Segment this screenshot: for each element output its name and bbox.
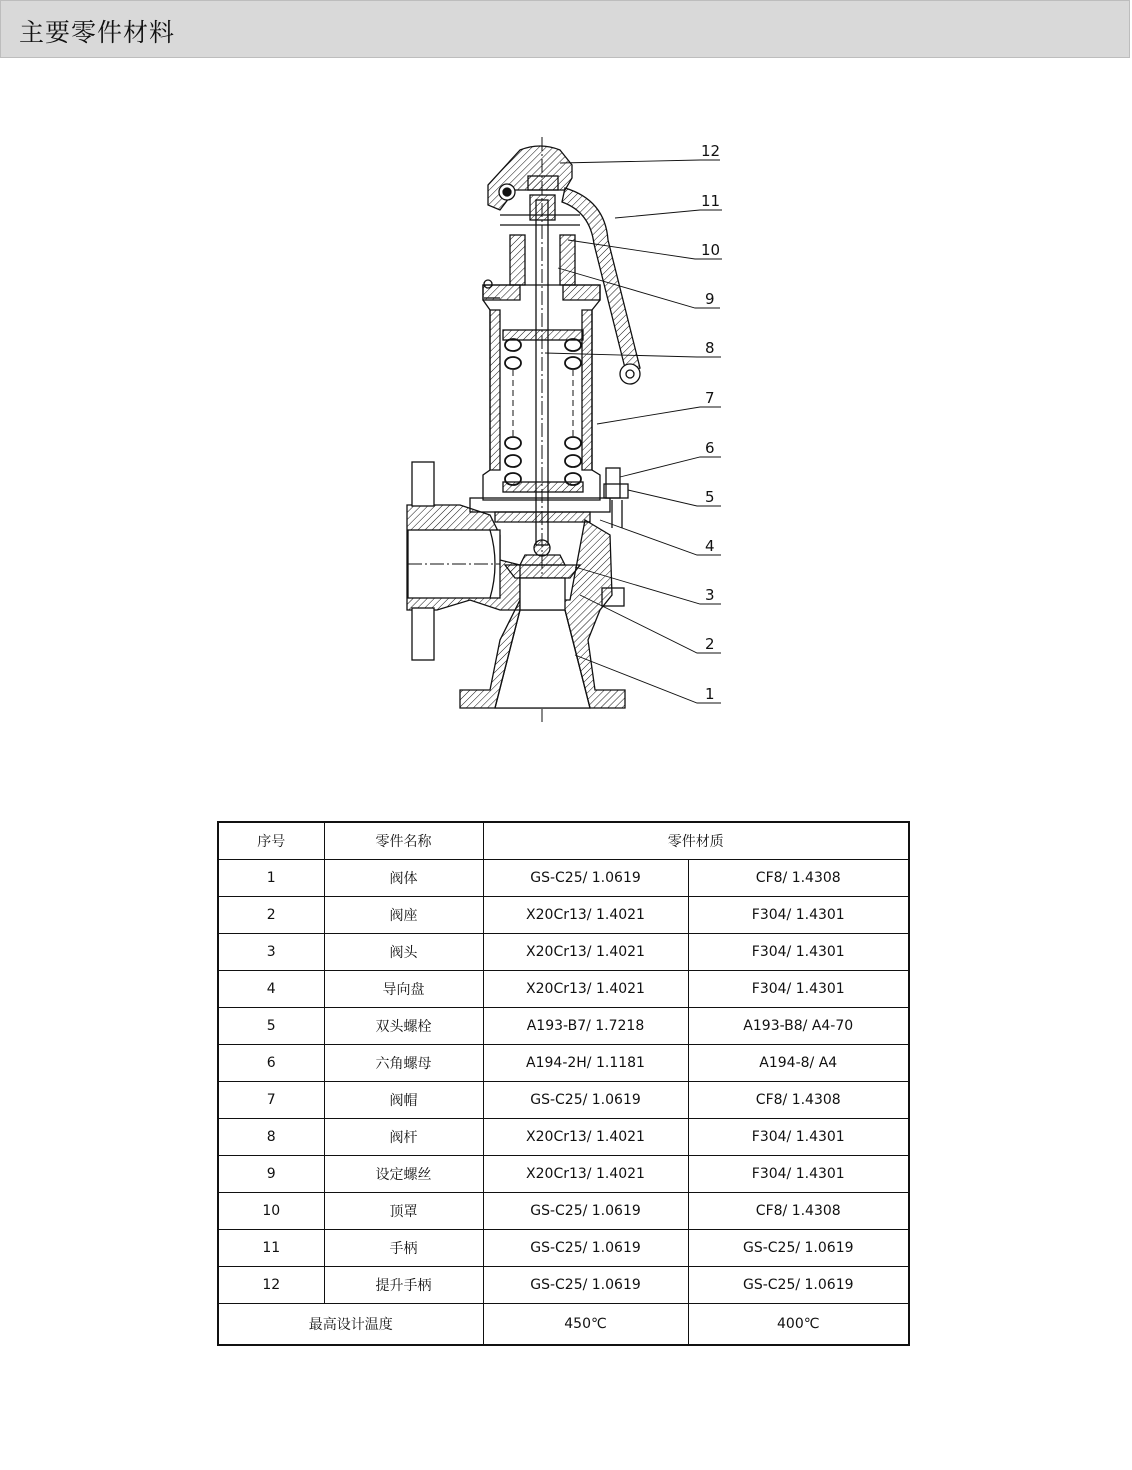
cell-name: 提升手柄 [324,1267,483,1304]
cell-no: 8 [218,1119,324,1156]
table-header-row [218,822,909,860]
cell-no: 4 [218,971,324,1008]
parts-material-table [217,821,910,1346]
cell-mat1: A194-2H/ 1.1181 [483,1045,688,1082]
callout-3: 3 [705,586,715,604]
cell-mat2: GS-C25/ 1.0619 [688,1267,909,1304]
callout-4: 4 [705,537,715,555]
cell-no: 1 [218,860,324,897]
cell-no: 9 [218,1156,324,1193]
cell-name: 六角螺母 [324,1045,483,1082]
callout-1: 1 [705,685,715,703]
cell-mat1: GS-C25/ 1.0619 [483,1267,688,1304]
callout-8: 8 [705,339,715,357]
cell-mat1: X20Cr13/ 1.4021 [483,897,688,934]
valve-section-drawing [380,130,740,730]
table-row [218,1193,909,1230]
cell-mat2: CF8/ 1.4308 [688,1193,909,1230]
cell-no: 6 [218,1045,324,1082]
cell-no: 3 [218,934,324,971]
cell-no: 11 [218,1230,324,1267]
table-row [218,971,909,1008]
cell-mat2: F304/ 1.4301 [688,897,909,934]
callout-10: 10 [701,241,721,259]
cell-mat1: X20Cr13/ 1.4021 [483,971,688,1008]
cell-no: 5 [218,1008,324,1045]
table-row [218,934,909,971]
callout-12: 12 [701,142,721,160]
cell-name: 阀体 [324,860,483,897]
footer-label: 最高设计温度 [218,1304,483,1346]
cell-mat1: GS-C25/ 1.0619 [483,1230,688,1267]
cell-name: 导向盘 [324,971,483,1008]
cell-mat2: F304/ 1.4301 [688,971,909,1008]
cell-mat2: GS-C25/ 1.0619 [688,1230,909,1267]
cell-mat2: CF8/ 1.4308 [688,860,909,897]
callout-5: 5 [705,488,715,506]
cell-name: 阀头 [324,934,483,971]
table-row [218,1156,909,1193]
cell-mat1: X20Cr13/ 1.4021 [483,934,688,971]
header-name: 零件名称 [324,822,483,860]
table-row [218,860,909,897]
cell-mat2: F304/ 1.4301 [688,934,909,971]
cell-mat1: X20Cr13/ 1.4021 [483,1156,688,1193]
table-row [218,1082,909,1119]
cell-mat2: F304/ 1.4301 [688,1119,909,1156]
callout-labels [701,142,720,703]
footer-temp1: 450℃ [483,1304,688,1346]
callout-9: 9 [705,290,715,308]
cell-name: 顶罩 [324,1193,483,1230]
table-row [218,1008,909,1045]
cell-no: 2 [218,897,324,934]
callout-7: 7 [705,389,715,407]
callout-2: 2 [705,635,715,653]
table-row [218,897,909,934]
cell-name: 阀杆 [324,1119,483,1156]
table-row [218,1230,909,1267]
cell-mat1: X20Cr13/ 1.4021 [483,1119,688,1156]
cell-name: 手柄 [324,1230,483,1267]
callout-11: 11 [701,192,721,210]
cell-name: 阀帽 [324,1082,483,1119]
cell-mat2: A193-B8/ A4-70 [688,1008,909,1045]
table-row [218,1119,909,1156]
page-title: 主要零件材料 [19,18,176,47]
cell-mat2: A194-8/ A4 [688,1045,909,1082]
header-bar [0,0,1130,58]
header-material: 零件材质 [483,822,909,860]
callout-6: 6 [705,439,715,457]
cell-no: 12 [218,1267,324,1304]
cell-mat1: A193-B7/ 1.7218 [483,1008,688,1045]
cell-mat2: F304/ 1.4301 [688,1156,909,1193]
cell-mat2: CF8/ 1.4308 [688,1082,909,1119]
table-row [218,1267,909,1304]
table-row [218,1045,909,1082]
cell-no: 10 [218,1193,324,1230]
cell-name: 双头螺栓 [324,1008,483,1045]
cell-mat1: GS-C25/ 1.0619 [483,1082,688,1119]
table-footer-row [218,1304,909,1346]
cell-mat1: GS-C25/ 1.0619 [483,860,688,897]
header-no: 序号 [218,822,324,860]
cell-name: 设定螺丝 [324,1156,483,1193]
footer-temp2: 400℃ [688,1304,909,1346]
cell-name: 阀座 [324,897,483,934]
cell-no: 7 [218,1082,324,1119]
cell-mat1: GS-C25/ 1.0619 [483,1193,688,1230]
